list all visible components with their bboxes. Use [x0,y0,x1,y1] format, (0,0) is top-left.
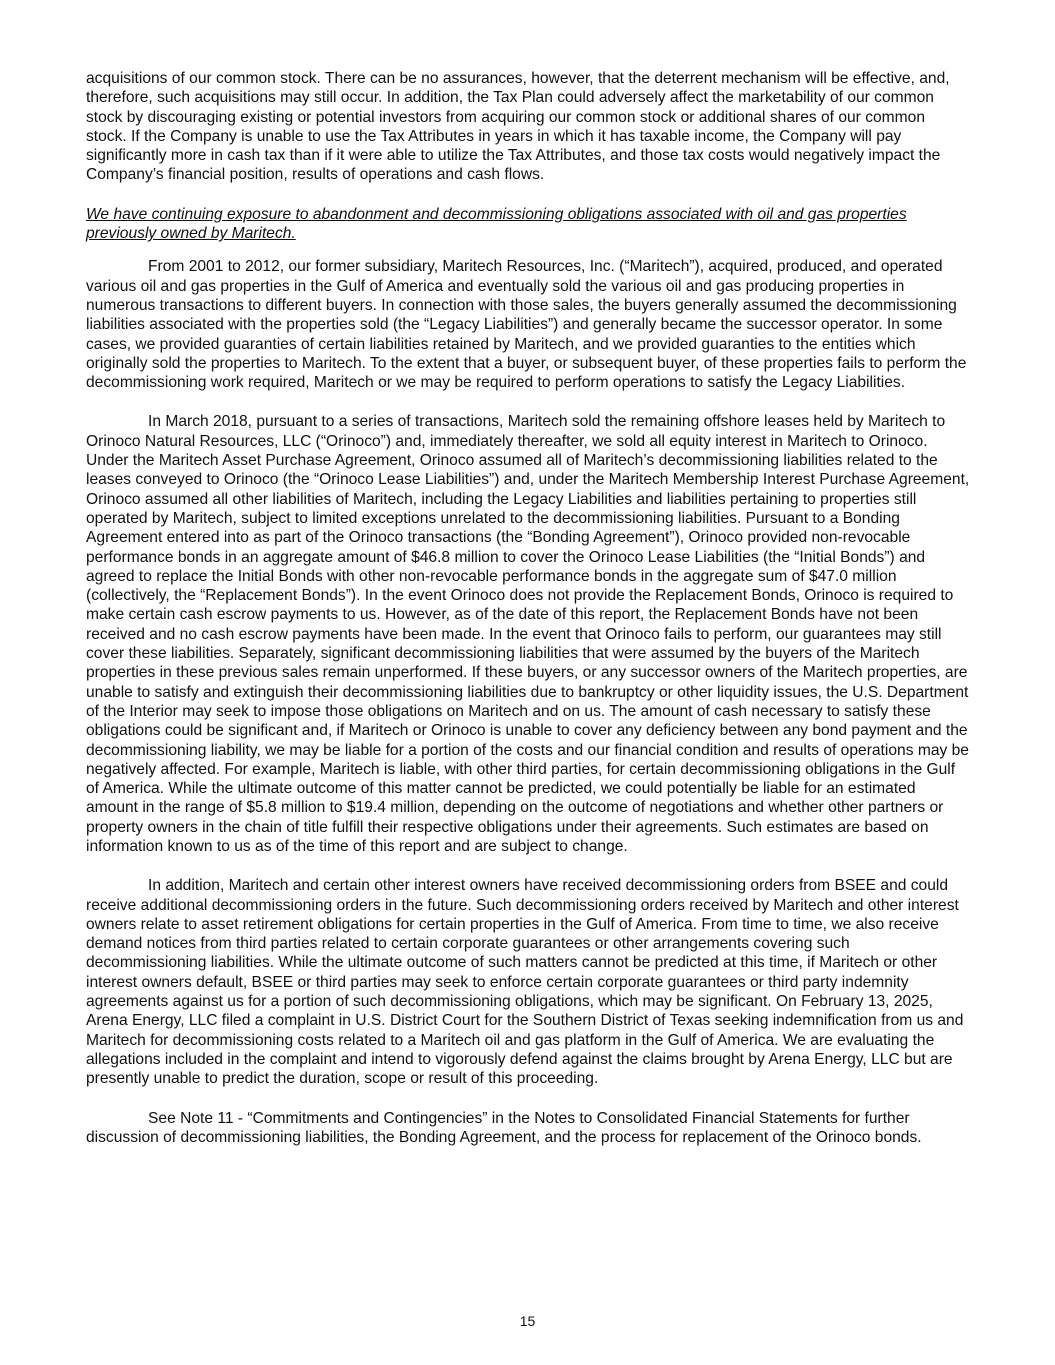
paragraph-maritech-history: From 2001 to 2012, our former subsidiary, Maritech Resources, Inc. (“Maritech”), acquired, produced, and operated various oil and gas properties in the Gulf of America and eventually sold the various oil and gas producing properties in numerous transactions to different buyers. In connection with those sales, the buyers generally assumed the decommissioning liabilities associated with the properties sold (the “Legacy Liabilities”) and generally became the successor operator. In some cases, we provided guaranties of certain liabilities retained by Maritech, and we provided guaranties to the entities which originally sold the properties to Maritech. To the extent that a buyer, or subsequent buyer, of these properties fails to perform the decommissioning work required, Maritech or we may be required to perform operations to satisfy the Legacy Liabilities. [86,258,967,392]
paragraph-orinoco-transactions: In March 2018, pursuant to a series of transactions, Maritech sold the remaining offshore leases held by Maritech to Orinoco Natural Resources, LLC (“Orinoco”) and, immediately thereafter, we sold all equity interest in Maritech to Orinoco. Under the Maritech Asset Purchase Agreement, Orinoco assumed all of Maritech’s decommissioning liabilities related to the leases conveyed to Orinoco (the “Orinoco Lease Liabilities”) and, under the Maritech Membership Interest Purchase Agreement, Orinoco assumed all other liabilities of Maritech, including the Legacy Liabilities and liabilities pertaining to properties still operated by Maritech, subject to limited exceptions unrelated to the decommissioning liabilities. Pursuant to a Bonding Agreement entered into as part of the Orinoco transactions (the “Bonding Agreement”), Orinoco provided non-revocable performance bonds in an aggregate amount of $46.8 million to cover the Orinoco Lease Liabilities (the “Initial Bonds”) and agreed to replace the Initial Bonds with other non-revocable performance bonds in the aggregate sum of $47.0 million (collectively, the “Replacement Bonds”). In the event Orinoco does not provide the Replacement Bonds, Orinoco is required to make certain cash escrow payments to us. However, as of the date of this report, the Replacement Bonds have not been received and no cash escrow payments have been made. In the event that Orinoco fails to perform, our guarantees may still cover these liabilities. Separately, significant decommissioning liabilities that were assumed by the buyers of the Maritech properties in these previous sales remain unperformed. If these buyers, or any successor owners of the Maritech properties, are unable to satisfy and extinguish their decommissioning liabilities due to bankruptcy or other liquidity issues, the U.S. Department of the Interior may seek to impose those obligations on Maritech and on us. The amount of cash necessary to satisfy these obligations could be significant and, if Maritech or Orinoco is unable to cover any deficiency between any bond payment and the decommissioning liability, we may be liable for a portion of the costs and our financial condition and results of operations may be negatively affected. For example, Maritech is liable, with other third parties, for certain decommissioning obligations in the Gulf of America. While the ultimate outcome of this matter cannot be predicted, we could potentially be liable for an estimated amount in the range of $5.8 million to $19.4 million, depending on the outcome of negotiations and whether other partners or property owners in the chain of title fulfill their respective obligations under their agreements. Such estimates are based on information known to us as of the time of this report and are subject to change. [86,413,970,855]
paragraph-decommissioning-orders: In addition, Maritech and certain other interest owners have received decommissioning orders from BSEE and could receive additional decommissioning orders in the future. Such decommissioning orders received by Maritech and other interest owners relate to asset retirement obligations for certain properties in the Gulf of America. From time to time, we also receive demand notices from third parties related to certain corporate guarantees or other arrangements covering such decommissioning liabilities. While the ultimate outcome of such matters cannot be predicted at this time, if Maritech or other interest owners default, BSEE or third parties may seek to enforce certain corporate guarantees or third party indemnity agreements against us for a portion of such decommissioning obligations, which may be significant. On February 13, 2025, Arena Energy, LLC filed a complaint in U.S. District Court for the Southern District of Texas seeking indemnification from us and Maritech for decommissioning costs related to a Maritech oil and gas platform in the Gulf of America. We are evaluating the allegations included in the complaint and intend to vigorously defend against the claims brought by Arena Energy, LLC but are presently unable to predict the duration, scope or result of this proceeding. [86,877,964,1088]
page-number: 15 [519,1313,536,1329]
document-page [86,69,970,1167]
paragraph-note-reference: See Note 11 - “Commitments and Contingencies” in the Notes to Consolidated Financial Statements for further discussion of decommissioning liabilities, the Bonding Agreement, and the process for replacement of the Orinoco bonds. [86,1109,922,1146]
section-heading: We have continuing exposure to abandonment and decommissioning obligations associated with oil and gas properties previously owned by Maritech. [86,205,907,243]
paragraph-tax-plan: acquisitions of our common stock. There can be no assurances, however, that the deterrent mechanism will be effective, and, therefore, such acquisitions may still occur. In addition, the Tax Plan could adversely affect the marketability of our common stock by discouraging existing or potential investors from acquiring our common stock or additional shares of our common stock. If the Company is unable to use the Tax Attributes in years in which it has taxable income, the Company will pay significantly more in cash tax than if it were able to utilize the Tax Attributes, and those tax costs would negatively impact the Company’s financial position, results of operations and cash flows. [86,70,950,184]
